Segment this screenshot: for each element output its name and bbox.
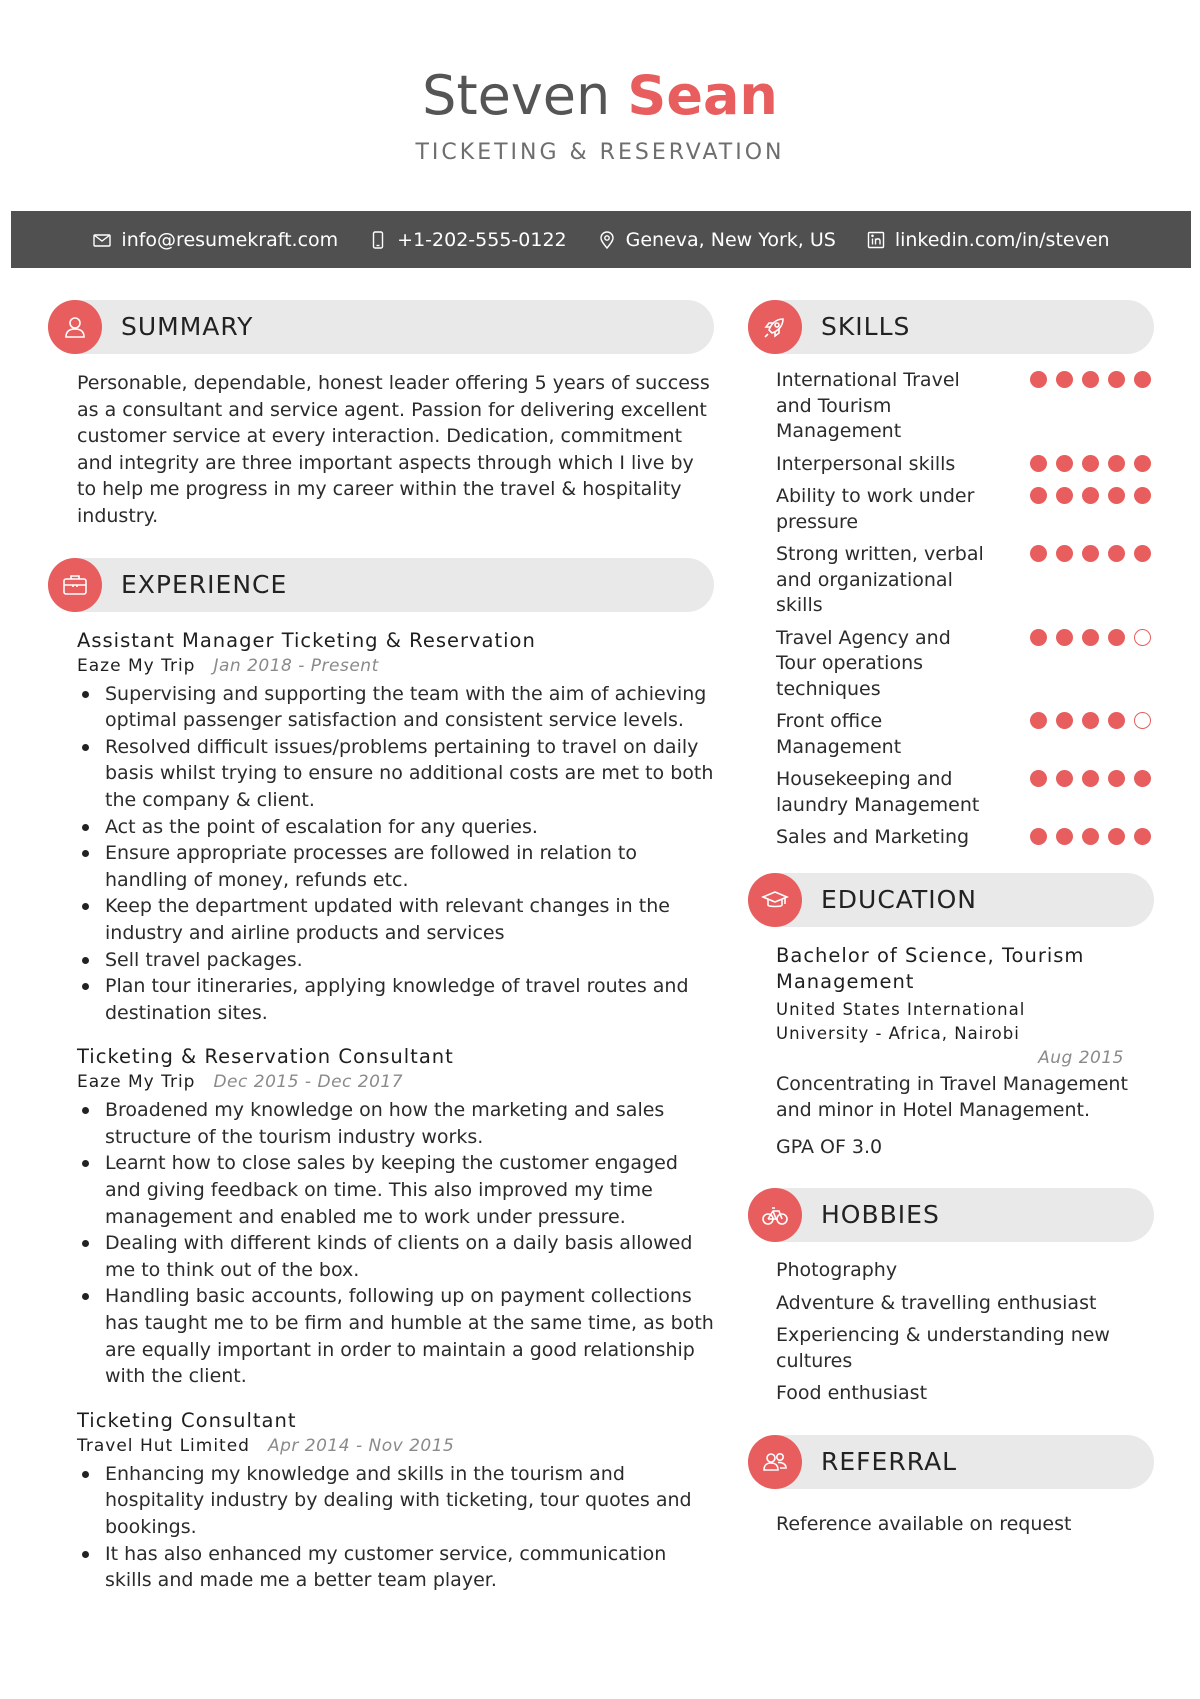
rating-dot-filled bbox=[1108, 487, 1125, 504]
location-pin-icon bbox=[597, 230, 617, 250]
first-name: Steven bbox=[422, 64, 611, 127]
briefcase-icon bbox=[61, 571, 89, 599]
rating-dot-filled bbox=[1108, 770, 1125, 787]
skill-name: Ability to work under pressure bbox=[776, 485, 975, 533]
graduation-cap-icon bbox=[761, 886, 789, 914]
list-item: Plan tour itineraries, applying knowledge of travel routes and destination sites. bbox=[77, 973, 714, 1026]
right-column bbox=[748, 300, 1154, 1537]
list-item: Broadened my knowledge on how the marketing and sales structure of the tourism industry works. bbox=[77, 1097, 714, 1150]
skill-rating bbox=[1030, 626, 1154, 703]
education-degree: Bachelor of Science, Tourism Management bbox=[776, 943, 1085, 993]
last-name: Sean bbox=[627, 64, 778, 127]
user-icon bbox=[61, 313, 89, 341]
job-company: Eaze My Trip bbox=[77, 655, 196, 676]
rating-dot-filled bbox=[1082, 712, 1099, 729]
rating-dot-empty bbox=[1134, 712, 1151, 729]
resume-header bbox=[0, 60, 1200, 165]
rating-dot-filled bbox=[1030, 455, 1047, 472]
summary-title: SUMMARY bbox=[121, 312, 254, 341]
skills-list bbox=[776, 368, 1154, 851]
summary-text: Personable, dependable, honest leader offering 5 years of success as a consultant and service agent. Passion for delivering excellent customer service at every interaction. Dedication, commitment and integrity are three important aspects through which I live by to help me progress in my career within the travel & hospitality industry. bbox=[77, 372, 710, 527]
list-item: Sell travel packages. bbox=[77, 947, 714, 974]
linkedin-icon bbox=[866, 230, 886, 250]
education-date: Aug 2015 bbox=[1038, 1047, 1124, 1068]
referral-text: Reference available on request bbox=[776, 1512, 1072, 1535]
contact-bar bbox=[11, 211, 1191, 268]
skill-row bbox=[776, 368, 1154, 445]
left-column bbox=[48, 300, 714, 1612]
experience-title: EXPERIENCE bbox=[121, 569, 288, 599]
job-title-heading: TICKETING & RESERVATION bbox=[415, 140, 785, 165]
experience-entry bbox=[77, 628, 714, 1027]
skill-row bbox=[776, 825, 1154, 851]
list-item: Supervising and supporting the team with the aim of achieving optimal passenger satisfaction and consistent service levels. bbox=[77, 681, 714, 734]
phone-text: +1-202-555-0122 bbox=[397, 228, 567, 251]
rating-dot-filled bbox=[1056, 629, 1073, 646]
rating-dot-filled bbox=[1082, 545, 1099, 562]
job-bullets bbox=[77, 1461, 714, 1594]
rating-dot-filled bbox=[1134, 487, 1151, 504]
skills-title: SKILLS bbox=[821, 312, 911, 341]
skill-rating bbox=[1030, 452, 1154, 478]
list-item: Handling basic accounts, following up on payment collections has taught me to be firm and humble at the same time, as both are equally important in order to maintain a good relationship with the client. bbox=[77, 1283, 714, 1389]
skill-rating bbox=[1030, 368, 1154, 445]
users-icon bbox=[761, 1448, 789, 1476]
list-item: Dealing with different kinds of clients on a daily basis allowed me to think out of the box. bbox=[77, 1230, 714, 1283]
list-item: Experiencing & understanding new cultures bbox=[776, 1324, 1110, 1372]
contact-phone[interactable] bbox=[368, 229, 566, 251]
job-company: Travel Hut Limited bbox=[77, 1435, 250, 1456]
contact-linkedin[interactable] bbox=[866, 229, 1110, 251]
rating-dot-filled bbox=[1108, 629, 1125, 646]
rating-dot-empty bbox=[1134, 629, 1151, 646]
job-bullets bbox=[77, 1097, 714, 1390]
list-item: Enhancing my knowledge and skills in the tourism and hospitality industry by dealing with ticketing, tour quotes and bookings. bbox=[77, 1461, 714, 1541]
skill-name: Interpersonal skills bbox=[776, 452, 956, 475]
skill-name: Front office Management bbox=[776, 710, 902, 758]
contact-email[interactable] bbox=[92, 229, 338, 251]
linkedin-text: linkedin.com/in/steven bbox=[894, 228, 1110, 251]
education-entry bbox=[776, 943, 1154, 1161]
skill-rating bbox=[1030, 484, 1154, 535]
referral-title: REFERRAL bbox=[821, 1446, 958, 1476]
rating-dot-filled bbox=[1056, 545, 1073, 562]
rating-dot-filled bbox=[1134, 828, 1151, 845]
education-title: EDUCATION bbox=[821, 884, 977, 914]
rating-dot-filled bbox=[1056, 712, 1073, 729]
skill-name: Strong written, verbal and organizational skills bbox=[776, 543, 984, 616]
phone-icon bbox=[368, 230, 388, 250]
list-item: It has also enhanced my customer service, communication skills and made me a better team player. bbox=[77, 1541, 714, 1594]
email-text: info@resumekraft.com bbox=[121, 228, 339, 251]
rating-dot-filled bbox=[1082, 487, 1099, 504]
education-school: United States International University - Africa, Nairobi bbox=[776, 999, 1026, 1043]
rating-dot-filled bbox=[1030, 371, 1047, 388]
rating-dot-filled bbox=[1082, 371, 1099, 388]
hobbies-list bbox=[776, 1258, 1154, 1407]
rating-dot-filled bbox=[1030, 712, 1047, 729]
rating-dot-filled bbox=[1030, 487, 1047, 504]
skill-name: Housekeeping and laundry Management bbox=[776, 768, 980, 816]
skill-row bbox=[776, 767, 1154, 818]
list-item: Adventure & travelling enthusiast bbox=[776, 1291, 1097, 1314]
rating-dot-filled bbox=[1056, 371, 1073, 388]
bicycle-icon bbox=[761, 1201, 789, 1229]
job-dates: Jan 2018 - Present bbox=[213, 655, 379, 676]
list-item: Keep the department updated with relevant changes in the industry and airline products and services bbox=[77, 893, 714, 946]
contact-location bbox=[597, 229, 836, 251]
envelope-icon bbox=[92, 230, 112, 250]
experience-entry bbox=[77, 1044, 714, 1390]
job-company: Eaze My Trip bbox=[77, 1072, 196, 1093]
rating-dot-filled bbox=[1134, 455, 1151, 472]
education-section-header bbox=[748, 873, 1154, 927]
rating-dot-filled bbox=[1030, 770, 1047, 787]
rating-dot-filled bbox=[1056, 770, 1073, 787]
skill-rating bbox=[1030, 709, 1154, 760]
hobbies-title: HOBBIES bbox=[821, 1200, 940, 1230]
skills-section-header bbox=[748, 300, 1154, 354]
summary-section-header bbox=[48, 300, 714, 354]
list-item: Resolved difficult issues/problems pertaining to travel on daily basis whilst trying to ensure no additional costs are met to both the company & client. bbox=[77, 734, 714, 814]
list-item: Act as the point of escalation for any queries. bbox=[77, 814, 714, 841]
rating-dot-filled bbox=[1134, 371, 1151, 388]
rating-dot-filled bbox=[1134, 770, 1151, 787]
rating-dot-filled bbox=[1108, 828, 1125, 845]
rocket-icon bbox=[761, 313, 789, 341]
referral-section-header bbox=[748, 1435, 1154, 1489]
list-item: Ensure appropriate processes are followed in relation to handling of money, refunds etc. bbox=[77, 840, 714, 893]
skill-name: Travel Agency and Tour operations techniques bbox=[776, 626, 951, 700]
rating-dot-filled bbox=[1082, 629, 1099, 646]
skill-row bbox=[776, 542, 1154, 619]
education-description: Concentrating in Travel Management and minor in Hotel Management. bbox=[776, 1072, 1128, 1122]
rating-dot-filled bbox=[1134, 545, 1151, 562]
experience-section-header bbox=[48, 558, 714, 612]
rating-dot-filled bbox=[1056, 487, 1073, 504]
rating-dot-filled bbox=[1082, 455, 1099, 472]
hobbies-section-header bbox=[748, 1188, 1154, 1242]
job-dates: Apr 2014 - Nov 2015 bbox=[267, 1435, 455, 1456]
list-item: Food enthusiast bbox=[776, 1382, 928, 1405]
skill-row bbox=[776, 709, 1154, 760]
skill-rating bbox=[1030, 767, 1154, 818]
skill-name: Sales and Marketing bbox=[776, 826, 970, 848]
rating-dot-filled bbox=[1030, 828, 1047, 845]
experience-entry bbox=[77, 1408, 714, 1594]
rating-dot-filled bbox=[1108, 455, 1125, 472]
rating-dot-filled bbox=[1030, 545, 1047, 562]
rating-dot-filled bbox=[1108, 712, 1125, 729]
skill-rating bbox=[1030, 542, 1154, 619]
list-item: Learnt how to close sales by keeping the customer engaged and giving feedback on time. This also improved my time management and enabled me to work under pressure. bbox=[77, 1150, 714, 1230]
rating-dot-filled bbox=[1082, 770, 1099, 787]
job-dates: Dec 2015 - Dec 2017 bbox=[213, 1072, 404, 1093]
job-bullets bbox=[77, 681, 714, 1027]
job-title: Ticketing Consultant bbox=[77, 1408, 297, 1432]
rating-dot-filled bbox=[1056, 828, 1073, 845]
job-title: Assistant Manager Ticketing & Reservation bbox=[77, 628, 536, 652]
education-gpa: GPA OF 3.0 bbox=[776, 1135, 883, 1158]
rating-dot-filled bbox=[1108, 545, 1125, 562]
skill-name: International Travel and Tourism Management bbox=[776, 369, 960, 442]
skill-row bbox=[776, 452, 1154, 478]
rating-dot-filled bbox=[1030, 629, 1047, 646]
rating-dot-filled bbox=[1108, 371, 1125, 388]
rating-dot-filled bbox=[1082, 828, 1099, 845]
skill-row bbox=[776, 484, 1154, 535]
skill-row bbox=[776, 626, 1154, 703]
job-title: Ticketing & Reservation Consultant bbox=[77, 1045, 454, 1069]
location-text: Geneva, New York, US bbox=[625, 228, 836, 251]
rating-dot-filled bbox=[1056, 455, 1073, 472]
candidate-name bbox=[0, 60, 1200, 132]
skill-rating bbox=[1030, 825, 1154, 851]
list-item: Photography bbox=[776, 1259, 898, 1282]
